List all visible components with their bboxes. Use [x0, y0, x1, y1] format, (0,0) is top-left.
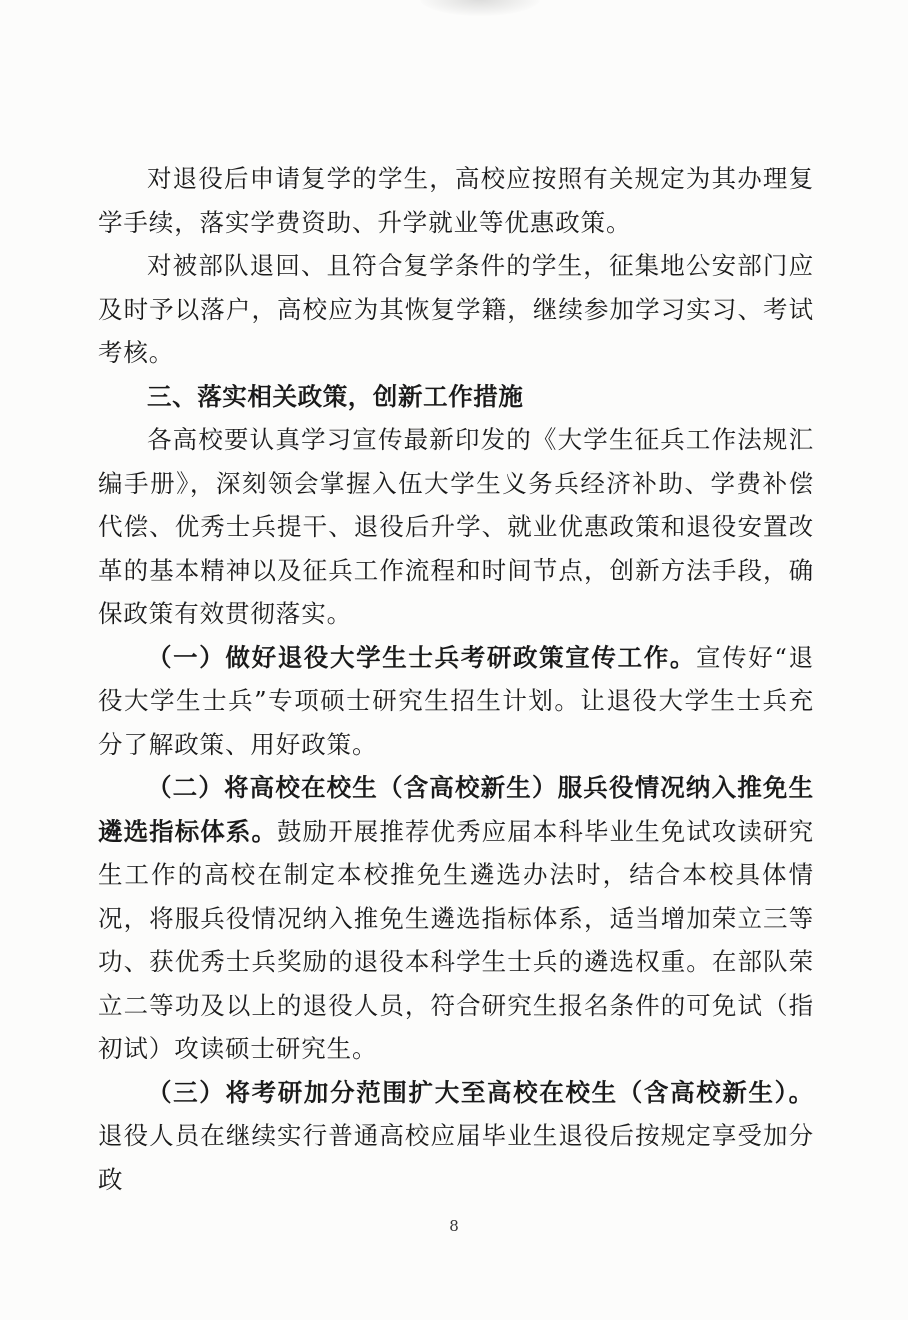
paragraph-5 [98, 636, 814, 767]
page-number: 8 [449, 1217, 459, 1235]
paragraph-text: 鼓励开展推荐优秀应届本科毕业生免试攻读研究生工作的高校在制定本校推免生遴选办法时，结合本校具体情况，将服兵役情况纳入推免生遴选指标体系，适当增加荣立三等功、获优秀士兵奖励的退役本科学生士兵的遴选权重。在部队荣立二等功及以上的退役人员，符合研究生报名条件的可免试（指初试）攻读硕士研究生。 [98, 816, 814, 1063]
paragraph-1 [98, 157, 814, 244]
paragraph-2 [98, 244, 814, 375]
paragraph-text: 退役人员在继续实行普通高校应届毕业生退役后按规定享受加分政 [98, 1121, 814, 1194]
item-1-title: （一）做好退役大学生士兵考研政策宣传工作。 [147, 642, 696, 672]
paragraph-text: 宣传好“退役大学生士兵”专项硕士研究生招生计划。让退役大学生士兵充分了解政策、用好政策。 [98, 642, 814, 759]
paragraph-6 [98, 766, 814, 1071]
scan-stamp-mark [420, 0, 540, 16]
paragraph-text: 对退役后申请复学的学生，高校应按照有关规定为其办理复学手续，落实学费资助、升学就业等优惠政策。 [98, 164, 814, 237]
item-2-title: （二）将高校在校生（含高校新生）服兵役情况纳入推免生遴选指标体系。 [98, 773, 814, 846]
paragraph-text: 对被部队退回、且符合复学条件的学生，征集地公安部门应及时予以落户，高校应为其恢复学籍，继续参加学习实习、考试考核。 [98, 251, 814, 367]
paragraph-text: 各高校要认真学习宣传最新印发的《大学生征兵工作法规汇编手册》，深刻领会掌握入伍大学生义务兵经济补助、学费补偿代偿、优秀士兵提干、退役后升学、就业优惠政策和退役安置改革的基本精神以及征兵工作流程和时间节点，创新方法手段，确保政策有效贯彻落实。 [98, 425, 814, 628]
section-heading-text: 三、落实相关政策，创新工作措施 [147, 381, 524, 411]
section-heading [98, 375, 814, 419]
item-3-title: （三）将考研加分范围扩大至高校在校生（含高校新生）。 [147, 1077, 814, 1107]
paragraph-4 [98, 418, 814, 636]
paragraph-7 [98, 1071, 814, 1202]
document-body [98, 157, 814, 1201]
